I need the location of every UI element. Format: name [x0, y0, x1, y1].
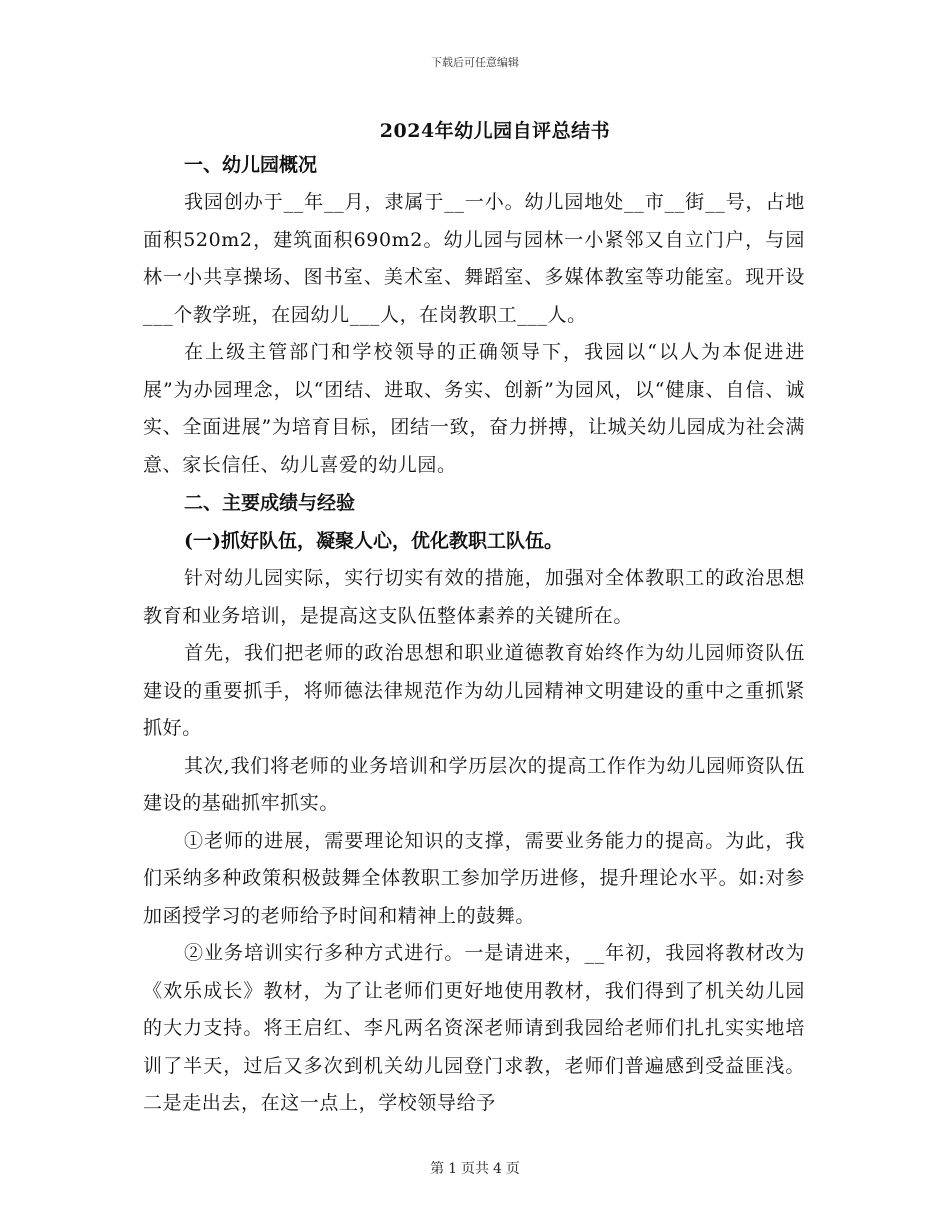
footer-prefix: 第	[430, 1161, 445, 1177]
section-heading-achievements: 二、主要成绩与经验	[184, 492, 356, 514]
paragraph-measures: 针对幼儿园实际，实行切实有效的措施，加强对全体教职工的政治思想教育和业务培训，是提高这支队伍整体素养的关键所在。	[143, 567, 805, 627]
subsection-heading-team: (一)抓好队伍，凝聚人心，优化教职工队伍。	[184, 530, 563, 552]
header-note: 下载后可任意编辑	[431, 56, 519, 69]
paragraph-second: 其次,我们将老师的业务培训和学历层次的提高工作作为幼儿园师资队伍建设的基础抓牢抓实。	[143, 754, 805, 814]
paragraph-first: 首先，我们把老师的政治思想和职业道德教育始终作为幼儿园师资队伍建设的重要抓手，将师德法律规范作为幼儿园精神文明建设的重中之重抓紧抓好。	[143, 642, 805, 739]
footer-page-number: 1	[448, 1161, 457, 1177]
paragraph-overview: 我园创办于__年__月，隶属于__一小。幼儿园地处__市__街__号，占地面积520m2，建筑面积690m2。幼儿园与园林一小紧邻又自立门户，与园林一小共享操场、图书室、美术室、舞蹈室、多媒体教室等功能室。现开设___个教学班，在园幼儿___人，在岗教职工___人。	[143, 191, 805, 326]
document-title: 2024年幼儿园自评总结书	[379, 120, 611, 142]
footer-suffix: 页	[505, 1161, 520, 1177]
section-heading-overview: 一、幼儿园概况	[184, 154, 318, 176]
paragraph-item-1: ①老师的进展，需要理论知识的支撑，需要业务能力的提高。为此，我们采纳多种政策积极鼓舞全体教职工参加学历进修，提升理论水平。如:对参加函授学习的老师给予时间和精神上的鼓舞。	[143, 829, 805, 927]
page-number-footer	[0, 1158, 950, 1178]
footer-middle: 页共	[461, 1161, 489, 1177]
paragraph-item-2: ②业务培训实行多种方式进行。一是请进来，__年初，我园将教材改为《欢乐成长》教材，为了让老师们更好地使用教材，我们得到了机关幼儿园的大力支持。将王启红、李凡两名资深老师请到我园给老师们扎扎实实地培训了半天，过后又多次到机关幼儿园登门求教，老师们普遍感到受益匪浅。二是走出去，在这一点上，学校领导给予	[143, 942, 805, 1114]
document-body	[143, 146, 805, 1123]
paragraph-philosophy: 在上级主管部门和学校领导的正确领导下，我园以“以人为本促进进展”为办园理念，以“团结、进取、务实、创新”为园风，以“健康、自信、诚实、全面进展”为培育目标，团结一致，奋力拼搏，让城关幼儿园成为社会满意、家长信任、幼儿喜爱的幼儿园。	[143, 341, 805, 476]
footer-total-pages: 4	[493, 1161, 502, 1177]
